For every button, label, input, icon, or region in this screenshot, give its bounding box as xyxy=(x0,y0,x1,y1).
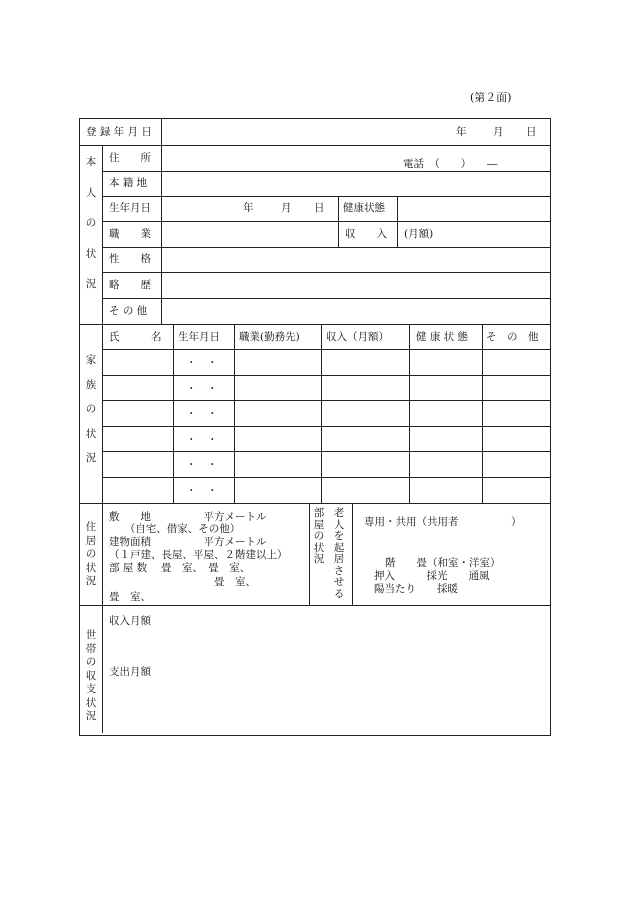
family-title-char: 家 xyxy=(85,354,97,366)
room-label-char: の xyxy=(313,530,325,542)
housing-room-count-cont: 畳 室、 xyxy=(109,576,256,588)
page-number: (第２面) xyxy=(470,91,512,104)
other-label: そ の 他 xyxy=(109,305,148,317)
family-header-birth: 生年月日 xyxy=(178,331,220,343)
family-income-cell[interactable] xyxy=(322,350,409,375)
registration-date-field[interactable] xyxy=(162,119,550,145)
self-section-title xyxy=(80,157,102,290)
birth-date-dots: ・ ・ xyxy=(186,408,218,421)
family-name-cell[interactable] xyxy=(103,452,173,477)
other-field[interactable] xyxy=(162,299,550,323)
address-label: 住 所 xyxy=(109,152,151,164)
room-floor-type: 階 畳（和室・洋室） xyxy=(385,557,501,569)
elder-label-char: 居 xyxy=(333,553,345,565)
personality-field[interactable] xyxy=(162,248,550,272)
elder-label-char: 人 xyxy=(333,518,345,531)
family-header-health: 健 康 状 態 xyxy=(416,331,469,343)
household-title-char: の xyxy=(85,656,97,668)
housing-title-char: 況 xyxy=(85,575,97,587)
phone-label: 電話 （ ） ― xyxy=(403,158,498,170)
personality-label: 性 格 xyxy=(109,253,151,265)
household-section-title xyxy=(80,630,102,722)
birth-date-label: 生年月日 xyxy=(109,202,151,214)
family-other-cell[interactable] xyxy=(483,350,550,375)
family-header-occupation: 職業(勤務先) xyxy=(239,331,300,343)
birth-date-dots: ・ ・ xyxy=(186,485,218,497)
self-title-char: 状 xyxy=(85,247,97,260)
health-field[interactable] xyxy=(398,197,550,221)
housing-title-char: 居 xyxy=(85,534,97,547)
family-other-cell[interactable] xyxy=(483,452,550,477)
birth-date-dots: ・ ・ xyxy=(186,433,218,446)
household-title-char: 状 xyxy=(85,696,97,709)
family-title-char: 族 xyxy=(85,378,97,391)
household-title-char: 世 xyxy=(85,629,97,641)
family-occupation-cell[interactable] xyxy=(235,350,321,375)
registration-year: 年 xyxy=(456,126,467,138)
housing-room-count-last: 畳 室、 xyxy=(109,591,151,603)
family-income-cell[interactable] xyxy=(322,401,409,426)
income-field[interactable] xyxy=(398,222,550,246)
room-shared-use: 専用・共用（共用者 ） xyxy=(364,516,522,528)
family-name-cell[interactable] xyxy=(103,350,173,375)
household-title-char: 収 xyxy=(85,669,97,682)
family-occupation-cell[interactable] xyxy=(235,478,321,503)
housing-title-char: 状 xyxy=(85,561,97,574)
birth-month: 月 xyxy=(281,202,292,214)
elder-room-label xyxy=(332,508,346,599)
housing-section-title xyxy=(80,522,102,587)
room-closet-light: 押入 採光 通風 xyxy=(374,570,490,582)
household-title-char: 帯 xyxy=(85,642,97,655)
history-field[interactable] xyxy=(162,273,550,297)
health-label: 健康状態 xyxy=(343,202,385,214)
room-label-char: 屋 xyxy=(313,518,325,531)
birth-date-dots: ・ ・ xyxy=(186,357,218,369)
elder-label-char: 老 xyxy=(333,507,345,519)
birth-date-dots: ・ ・ xyxy=(186,382,218,395)
registration-day: 日 xyxy=(526,126,537,138)
family-birth-cell[interactable] xyxy=(174,452,234,477)
occupation-field[interactable] xyxy=(162,222,338,246)
expense-monthly-label: 支出月額 xyxy=(109,666,151,678)
family-section-title xyxy=(80,355,102,464)
family-health-cell[interactable] xyxy=(410,376,482,401)
income-label: 収 入 xyxy=(345,228,387,240)
family-header-other: そ の 他 xyxy=(486,331,539,343)
family-income-cell[interactable] xyxy=(322,376,409,401)
family-occupation-cell[interactable] xyxy=(235,427,321,452)
self-title-char: 人 xyxy=(85,186,97,199)
room-label-char: 況 xyxy=(313,553,325,565)
history-label: 略 歴 xyxy=(109,279,151,291)
self-title-char: 況 xyxy=(85,278,97,290)
income-monthly-note: (月額) xyxy=(404,228,434,240)
family-birth-cell[interactable] xyxy=(174,376,234,401)
family-birth-cell[interactable] xyxy=(174,401,234,426)
family-health-cell[interactable] xyxy=(410,478,482,503)
family-health-cell[interactable] xyxy=(410,427,482,452)
self-title-char: 本 xyxy=(85,156,97,168)
birth-date-dots: ・ ・ xyxy=(186,459,218,472)
family-header-income: 収入（月額） xyxy=(326,331,389,343)
family-name-cell[interactable] xyxy=(103,478,173,503)
income-monthly-field[interactable] xyxy=(103,629,550,659)
birth-day: 日 xyxy=(314,202,325,214)
elder-label-char: る xyxy=(333,587,345,600)
room-label-char: 部 xyxy=(313,507,325,519)
housing-building-area: 建物面積 平方メートル xyxy=(109,536,267,548)
housing-title-char: の xyxy=(85,548,97,560)
registration-month: 月 xyxy=(493,126,504,138)
income-monthly-label: 収入月額 xyxy=(109,615,151,627)
elder-label-char: さ xyxy=(333,564,345,577)
housing-room-count: 部 屋 数 畳 室、 畳 室、 xyxy=(109,562,251,574)
registration-date-label: 登 録 年 月 日 xyxy=(86,126,152,138)
room-label-char: 状 xyxy=(313,541,325,554)
family-health-cell[interactable] xyxy=(410,452,482,477)
family-birth-cell[interactable] xyxy=(174,478,234,503)
elder-label-char: 起 xyxy=(333,541,345,554)
domicile-label: 本 籍 地 xyxy=(109,177,148,189)
family-income-cell[interactable] xyxy=(322,452,409,477)
family-income-cell[interactable] xyxy=(322,478,409,503)
family-birth-cell[interactable] xyxy=(174,427,234,452)
household-title-char: 況 xyxy=(85,710,97,722)
registration-form xyxy=(79,118,551,736)
room-sunlight-heat: 陽当たり 採暖 xyxy=(374,583,458,595)
family-occupation-cell[interactable] xyxy=(235,452,321,477)
family-other-cell[interactable] xyxy=(483,376,550,401)
housing-ownership: （自宅、借家、その他） xyxy=(109,523,241,535)
family-title-char: 況 xyxy=(85,452,97,464)
domicile-field[interactable] xyxy=(162,172,550,196)
family-birth-cell[interactable] xyxy=(174,350,234,375)
self-title-char: の xyxy=(85,217,97,229)
family-health-cell[interactable] xyxy=(410,350,482,375)
family-income-cell[interactable] xyxy=(322,427,409,452)
occupation-label: 職 業 xyxy=(109,228,151,240)
housing-building-type: （１戸建、長屋、平屋、２階建以上） xyxy=(109,549,288,561)
family-title-char: の xyxy=(85,403,97,415)
expense-monthly-field[interactable] xyxy=(103,681,550,731)
family-health-cell[interactable] xyxy=(410,401,482,426)
household-title-char: 支 xyxy=(85,683,97,695)
housing-site-area: 敷 地 平方メートル xyxy=(109,511,267,523)
family-name-cell[interactable] xyxy=(103,427,173,452)
elder-label-char: を xyxy=(333,530,345,542)
family-header-name: 氏 名 xyxy=(109,331,162,343)
housing-title-char: 住 xyxy=(85,521,97,533)
birth-year: 年 xyxy=(243,202,254,214)
family-occupation-cell[interactable] xyxy=(235,401,321,426)
family-title-char: 状 xyxy=(85,427,97,440)
family-other-cell[interactable] xyxy=(483,427,550,452)
family-name-cell[interactable] xyxy=(103,376,173,401)
family-other-cell[interactable] xyxy=(483,478,550,503)
family-occupation-cell[interactable] xyxy=(235,376,321,401)
family-other-cell[interactable] xyxy=(483,401,550,426)
family-name-cell[interactable] xyxy=(103,401,173,426)
elder-label-char: せ xyxy=(333,576,345,588)
room-status-label xyxy=(312,508,326,565)
